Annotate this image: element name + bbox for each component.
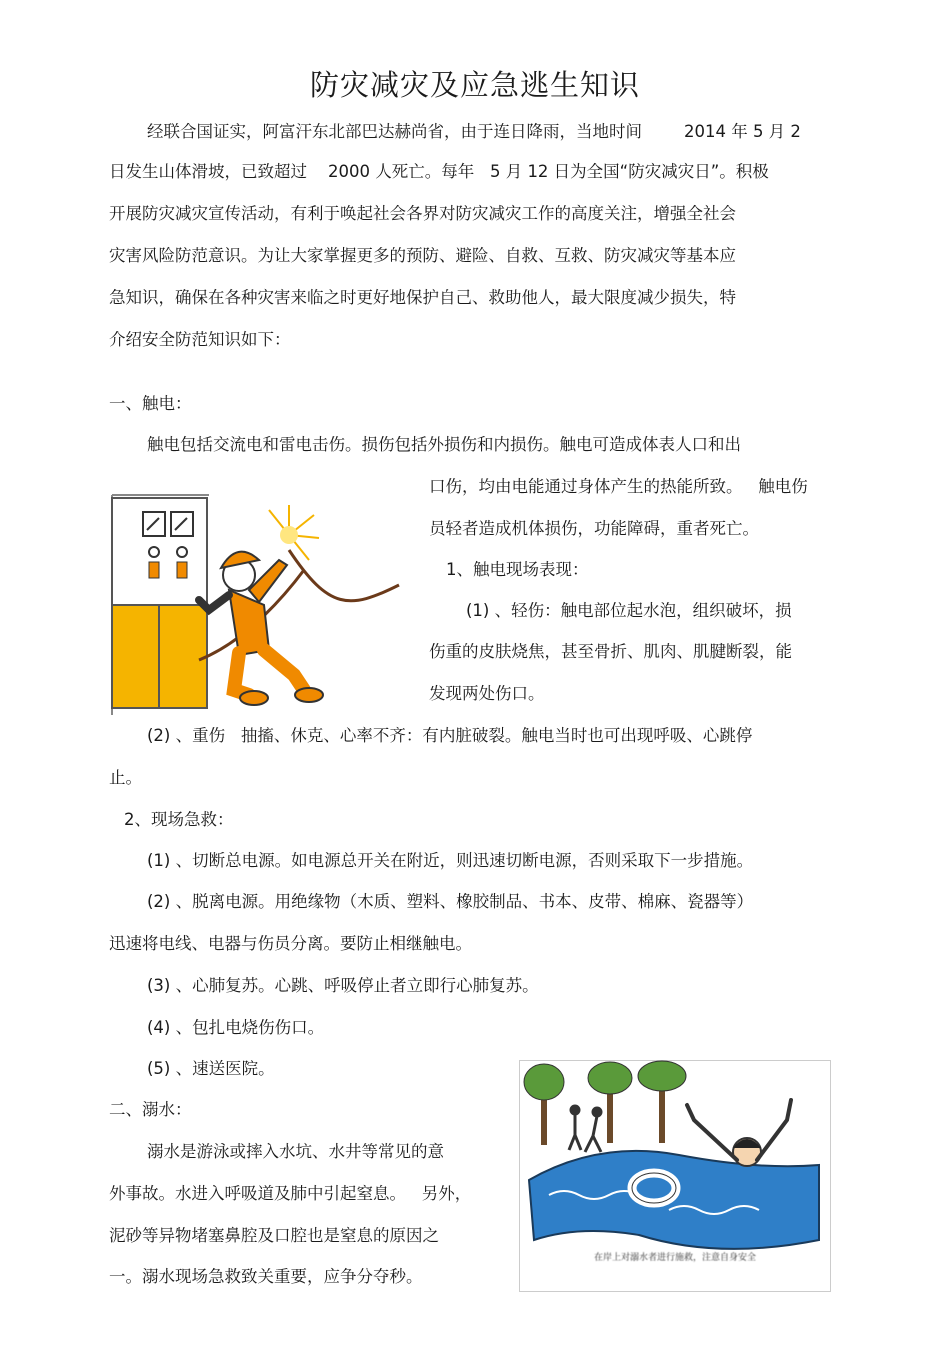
document-title: 防灾减灾及应急逃生知识 bbox=[309, 68, 640, 103]
intro-line: 介绍安全防范知识如下： bbox=[109, 330, 291, 349]
intro-line: 开展防灾减灾宣传活动，有利于唤起社会各界对防灾减灾工作的高度关注，增强全社会 bbox=[109, 204, 736, 223]
illustration-caption: 在岸上对溺水者进行施救，注意自身安全 bbox=[593, 1253, 757, 1263]
paragraph-line: (4) 、包扎电烧伤伤口。 bbox=[147, 1018, 325, 1037]
paragraph-line: 泥砂等异物堵塞鼻腔及口腔也是窒息的原因之 bbox=[109, 1226, 439, 1245]
electric-shock-illustration bbox=[109, 490, 404, 718]
paragraph-line: (5) 、速送医院。 bbox=[147, 1059, 275, 1078]
drowning-illustration bbox=[519, 1060, 831, 1292]
intro-line: 经联合国证实，阿富汗东北部巴达赫尚省，由于连日降雨，当地时间 2014 年 5 月 2 bbox=[147, 122, 801, 141]
paragraph-line: 溺水是游泳或摔入水坑、水井等常见的意 bbox=[147, 1142, 444, 1161]
subheading: 2、现场急救： bbox=[124, 810, 234, 829]
subheading: 1、触电现场表现： bbox=[446, 560, 589, 579]
intro-line: 灾害风险防范意识。为让大家掌握更多的预防、避险、自救、互救、防灾减灾等基本应 bbox=[109, 246, 736, 265]
paragraph-line: 迅速将电线、电器与伤员分离。要防止相继触电。 bbox=[109, 934, 472, 953]
paragraph-line: 伤重的皮肤烧焦，甚至骨折、肌肉、肌腱断裂，能 bbox=[429, 642, 792, 661]
paragraph-line: 外事故。水进入呼吸道及肺中引起窒息。 另外， bbox=[109, 1184, 472, 1203]
paragraph-line: 口伤，均由电能通过身体产生的热能所致。 触电伤 bbox=[429, 477, 808, 496]
paragraph-line: (1) 、轻伤：触电部位起水泡，组织破坏，损 bbox=[466, 601, 792, 620]
paragraph-line: 触电包括交流电和雷电击伤。损伤包括外损伤和内损伤。触电可造成体表人口和出 bbox=[147, 435, 741, 454]
paragraph-line: 员轻者造成机体损伤，功能障碍，重者死亡。 bbox=[429, 519, 759, 538]
paragraph-line: 止。 bbox=[109, 768, 142, 787]
section-heading: 二、溺水： bbox=[109, 1100, 192, 1119]
paragraph-line: 发现两处伤口。 bbox=[429, 684, 545, 703]
paragraph-line: (1) 、切断总电源。如电源总开关在附近，则迅速切断电源，否则采取下一步措施。 bbox=[147, 851, 754, 870]
paragraph-line: 一。溺水现场急救致关重要，应争分夺秒。 bbox=[109, 1267, 423, 1286]
paragraph-line: (2) 、重伤 抽搐、休克、心率不齐：有内脏破裂。触电当时也可出现呼吸、心跳停 bbox=[147, 726, 753, 745]
paragraph-line: (2) 、脱离电源。用绝缘物（木质、塑料、橡胶制品、书本、皮带、棉麻、瓷器等） bbox=[147, 892, 754, 911]
intro-line: 急知识，确保在各种灾害来临之时更好地保护自己、救助他人，最大限度减少损失，特 bbox=[109, 288, 736, 307]
intro-line: 日发生山体滑坡，已致超过 2000 人死亡。每年 5 月 12 日为全国“防灾减灾日”。积极 bbox=[109, 162, 769, 181]
paragraph-line: (3) 、心肺复苏。心跳、呼吸停止者立即行心肺复苏。 bbox=[147, 976, 539, 995]
section-heading: 一、触电： bbox=[109, 394, 192, 413]
